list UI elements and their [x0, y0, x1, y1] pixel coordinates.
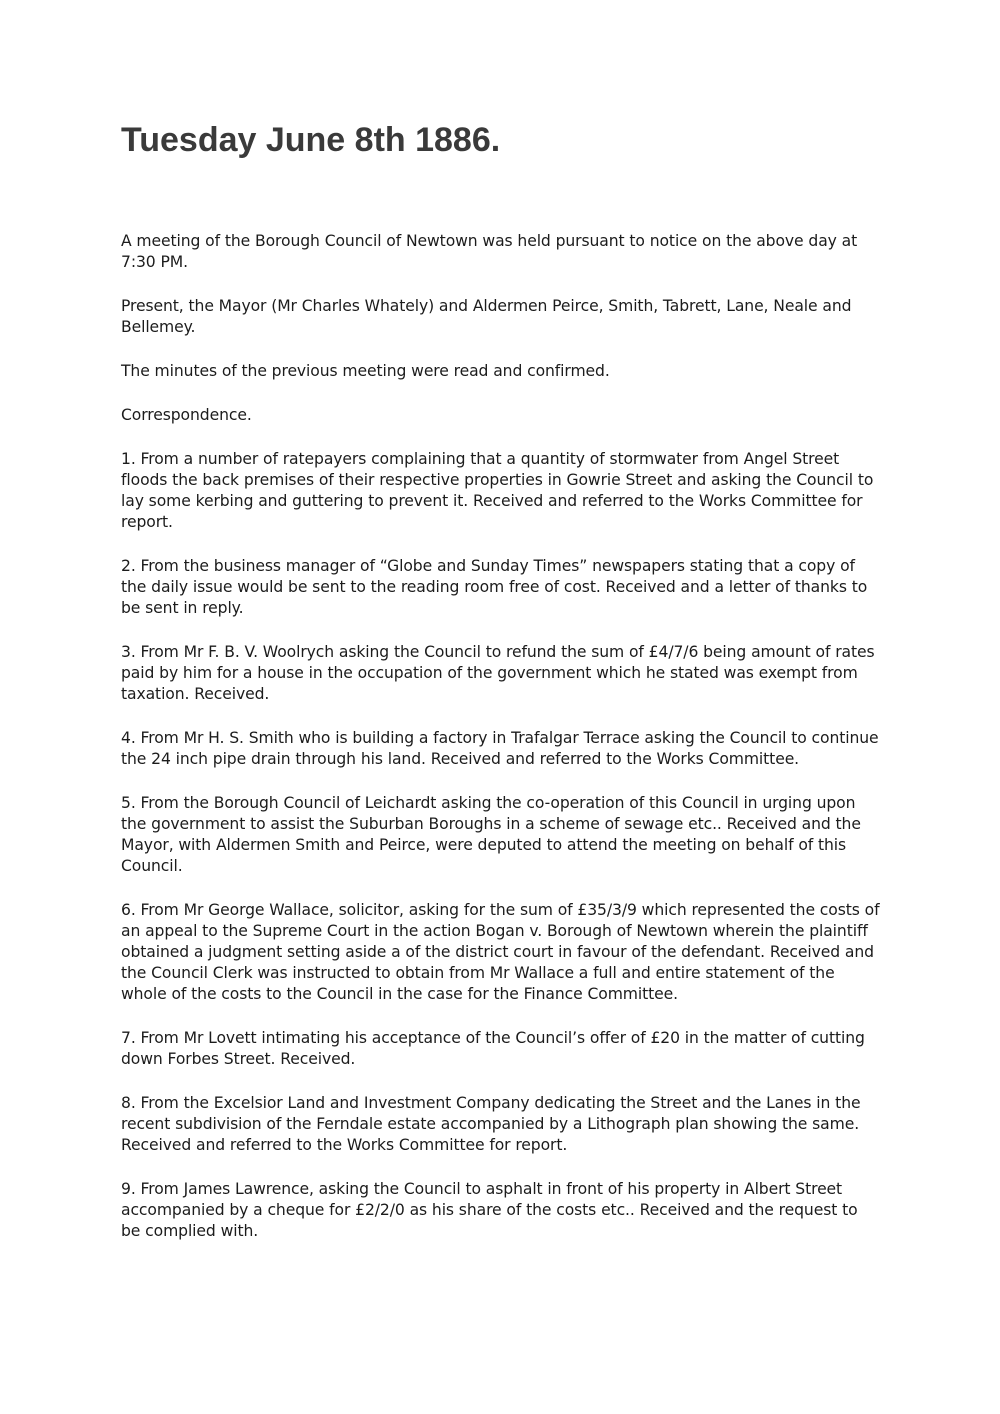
correspondence-item-6: 6. From Mr George Wallace, solicitor, asking for the sum of £35/3/9 which represented the costs of an appeal to the Supreme Court in the action Bogan v. Borough of Newtown wherein the plaintiff obtained a judgment setting aside a of the district court in favour of the defendant. Received and the Council Clerk was instructed to obtain from Mr Wallace a full and entire statement of the whole of the costs to the Council in the case for the Finance Committee. — [121, 901, 880, 1003]
correspondence-item-4: 4. From Mr H. S. Smith who is building a factory in Trafalgar Terrace asking the Council to continue the 24 inch pipe drain through his land. Received and referred to the Works Committee. — [121, 729, 879, 768]
paragraph-opening: A meeting of the Borough Council of Newtown was held pursuant to notice on the above day at 7:30 PM. — [121, 232, 858, 271]
page-title: Tuesday June 8th 1886. — [121, 121, 501, 159]
paragraph-present: Present, the Mayor (Mr Charles Whately) and Aldermen Peirce, Smith, Tabrett, Lane, Neale and Bellemey. — [121, 297, 852, 336]
paragraph-minutes: The minutes of the previous meeting were read and confirmed. — [121, 362, 610, 380]
correspondence-item-7: 7. From Mr Lovett intimating his acceptance of the Council’s offer of £20 in the matter of cutting down Forbes Street. Received. — [121, 1029, 865, 1068]
correspondence-item-3: 3. From Mr F. B. V. Woolrych asking the Council to refund the sum of £4/7/6 being amount of rates paid by him for a house in the occupation of the government which he stated was exempt from taxation. Received. — [121, 643, 875, 703]
paragraph-correspondence-heading: Correspondence. — [121, 406, 252, 424]
correspondence-item-5: 5. From the Borough Council of Leichardt asking the co-operation of this Council in urging upon the government to assist the Suburban Boroughs in a scheme of sewage etc.. Received and the Mayor, with Aldermen Smith and Peirce, were deputed to attend the meeting on behalf of this Council. — [121, 794, 861, 875]
correspondence-item-9: 9. From James Lawrence, asking the Council to asphalt in front of his property in Albert Street accompanied by a cheque for £2/2/0 as his share of the costs etc.. Received and the request to be complied with. — [121, 1180, 858, 1240]
minutes-body — [121, 231, 881, 1265]
correspondence-item-8: 8. From the Excelsior Land and Investment Company dedicating the Street and the Lanes in the recent subdivision of the Ferndale estate accompanied by a Lithograph plan showing the same. Received and referred to the Works Committee for report. — [121, 1094, 861, 1154]
correspondence-item-1: 1. From a number of ratepayers complaining that a quantity of stormwater from Angel Street floods the back premises of their respective properties in Gowrie Street and asking the Council to lay some kerbing and guttering to prevent it. Received and referred to the Works Committee for report. — [121, 450, 874, 531]
correspondence-item-2: 2. From the business manager of “Globe and Sunday Times” newspapers stating that a copy of the daily issue would be sent to the reading room free of cost. Received and a letter of thanks to be sent in reply. — [121, 557, 868, 617]
